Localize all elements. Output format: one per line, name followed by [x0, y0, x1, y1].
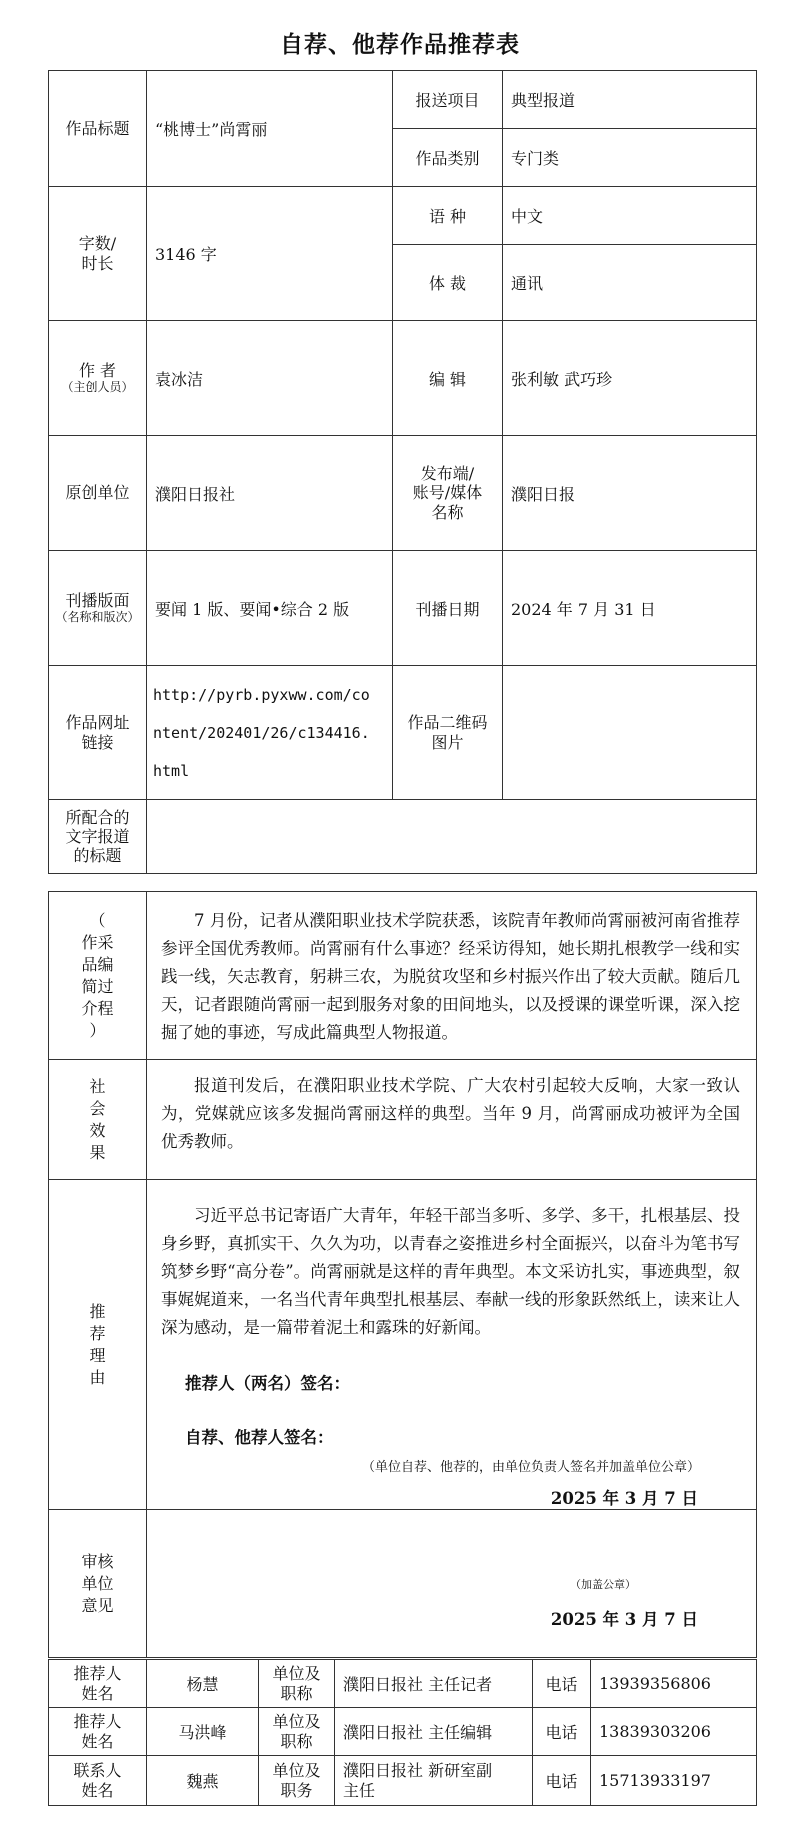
- publisher-label-line1: 发布端/: [420, 464, 475, 484]
- contact-name: 杨慧: [147, 1660, 259, 1708]
- editor-value: 张利敏 武巧珍: [503, 321, 757, 436]
- contact-role-line2: 姓名: [81, 1683, 114, 1703]
- work-title-label: 作品标题: [49, 71, 147, 187]
- contact-title-label-line2: 职称: [280, 1731, 313, 1751]
- qr-label-line2: 图片: [431, 732, 464, 752]
- narrative-table: [48, 891, 757, 1658]
- url-label-line1: 作品网址: [65, 713, 130, 733]
- unit-value: 濮阳日报社: [147, 436, 393, 551]
- words-label: [49, 187, 147, 321]
- contact-phone: 15713933197: [591, 1756, 757, 1806]
- effect-label-char: 效: [89, 1120, 106, 1140]
- sign-note: （单位自荐、他荐的，由单位负责人签名并加盖单位公章）: [361, 1460, 700, 1475]
- table-row: [49, 1756, 757, 1806]
- related-label-line2: 文字报道: [65, 826, 130, 846]
- contact-unit-title-line2: 主任: [343, 1780, 376, 1800]
- project-label: 报送项目: [393, 71, 503, 129]
- page-value: 要闻 1 版、要闻•综合 2 版: [147, 551, 393, 666]
- recommender-signature: 推荐人（两名）签名：: [185, 1374, 350, 1393]
- reason-label-char: 荐: [89, 1323, 106, 1343]
- page-label-note: （名称和版次）: [55, 610, 140, 625]
- contact-title-label-line1: 单位及: [272, 1664, 321, 1684]
- process-label-char: 品编: [81, 954, 114, 974]
- reason-text: 习近平总书记寄语广大青年，年轻干部当多听、多学、多干，扎根基层、投身乡野，真抓实干、久久为功，以青春之姿推进乡村全面振兴，以奋斗为笔书写筑梦乡野“高分卷”。尚霄丽就是这样的青年典型。本文采访扎实，事迹典型，叙事娓娓道来，一名当代青年典型扎根基层、奉献一线的形象跃然纸上，读来让人深为感动，是一篇带着泥土和露珠的好新闻。: [161, 1206, 740, 1337]
- category-label: 作品类别: [393, 129, 503, 187]
- related-label: [49, 800, 147, 874]
- process-text: 7 月份，记者从濮阳职业技术学院获悉，该院青年教师尚霄丽被河南省推荐参评全国优秀教师。尚霄丽有什么事迹？经采访得知，她长期扎根教学一线和实践一线，矢志教育，躬耕三农，为脱贫攻坚和乡村振兴作出了较大贡献。随后几天，记者跟随尚霄丽一起到服务对象的田间地头，以及授课的课堂听课，深入挖掘了她的事迹，写成此篇典型人物报道。: [147, 892, 757, 1060]
- qr-label-line1: 作品二维码: [407, 713, 488, 733]
- effect-label: [49, 1060, 147, 1180]
- self-signature: 自荐、他荐人签名：: [185, 1428, 334, 1447]
- reason-cell: [147, 1180, 757, 1510]
- related-label-line1: 所配合的: [65, 807, 130, 827]
- info-table: [48, 70, 757, 874]
- author-value: 袁冰洁: [147, 321, 393, 436]
- url-label: [49, 666, 147, 800]
- publisher-label: [393, 436, 503, 551]
- contact-phone-label: 电话: [533, 1660, 591, 1708]
- category-value: 专门类: [503, 129, 757, 187]
- contact-title-label-line2: 职称: [280, 1683, 313, 1703]
- work-title-value: “桃博士”尚霄丽: [147, 71, 393, 187]
- unit-label: 原创单位: [49, 436, 147, 551]
- review-label-line: 意见: [81, 1595, 114, 1615]
- contact-title-label-line1: 单位及: [272, 1712, 321, 1732]
- reason-label: [49, 1180, 147, 1510]
- effect-label-char: 果: [89, 1142, 106, 1162]
- contact-unit-title: [335, 1756, 533, 1806]
- contact-role-line2: 姓名: [81, 1780, 114, 1800]
- contact-role-line1: 联系人: [73, 1761, 122, 1781]
- reason-label-char: 由: [89, 1367, 106, 1387]
- url-label-line2: 链接: [81, 732, 114, 752]
- contact-phone-label: 电话: [533, 1756, 591, 1806]
- effect-text: 报道刊发后，在濮阳职业技术学院、广大农村引起较大反响，大家一致认为，党媒就应该多发掘尚霄丽这样的典型。当年 9 月，尚霄丽成功被评为全国优秀教师。: [147, 1060, 757, 1180]
- words-label-line2: 时长: [81, 253, 114, 273]
- process-label-char: 简过: [81, 976, 114, 996]
- date-label: 刊播日期: [393, 551, 503, 666]
- contact-role: [49, 1660, 147, 1708]
- table-row: [49, 1660, 757, 1708]
- contact-phone: 13839303206: [591, 1708, 757, 1756]
- effect-label-char: 会: [89, 1098, 106, 1118]
- contact-unit-title: 濮阳日报社 主任记者: [335, 1660, 533, 1708]
- process-label-char: （: [89, 910, 106, 930]
- qr-value: [503, 666, 757, 800]
- stamp-note: （加盖公章）: [570, 1578, 636, 1591]
- author-label-note: （主创人员）: [61, 380, 134, 395]
- table-row: [49, 1708, 757, 1756]
- process-label-char: ）: [89, 1020, 106, 1040]
- language-label: 语 种: [393, 187, 503, 245]
- publisher-label-line2: 账号/媒体: [412, 483, 483, 503]
- contact-name: 马洪峰: [147, 1708, 259, 1756]
- contact-title-label: [259, 1660, 335, 1708]
- review-label: [49, 1510, 147, 1658]
- contact-phone-label: 电话: [533, 1708, 591, 1756]
- reason-label-char: 理: [89, 1345, 106, 1365]
- contact-role-line1: 推荐人: [73, 1712, 122, 1732]
- url-line3: html: [153, 761, 190, 780]
- genre-value: 通讯: [503, 245, 757, 321]
- date-value: 2024 年 7 月 31 日: [503, 551, 757, 666]
- process-label-char: 作采: [81, 932, 114, 952]
- process-label: [49, 892, 147, 1060]
- language-value: 中文: [503, 187, 757, 245]
- publisher-value: 濮阳日报: [503, 436, 757, 551]
- words-value: 3146 字: [147, 187, 393, 321]
- page-label-text: 刊播版面: [65, 591, 130, 611]
- qr-label: [393, 666, 503, 800]
- process-label-char: 介程: [81, 998, 114, 1018]
- contact-title-label-line2: 职务: [280, 1780, 313, 1800]
- contact-role: [49, 1708, 147, 1756]
- related-label-line3: 的标题: [73, 846, 122, 866]
- author-label: [49, 321, 147, 436]
- url-value[interactable]: [147, 666, 393, 800]
- contact-unit-title-line1: 濮阳日报社 新研室副: [343, 1760, 493, 1780]
- review-date: 2025 年 3 月 7 日: [550, 1610, 698, 1629]
- contact-title-label: [259, 1756, 335, 1806]
- publisher-label-line3: 名称: [431, 502, 464, 522]
- contact-phone: 13939356806: [591, 1660, 757, 1708]
- contacts-table: [48, 1659, 757, 1806]
- url-line1: http://pyrb.pyxww.com/co: [153, 685, 370, 704]
- project-value: 典型报道: [503, 71, 757, 129]
- contact-name: 魏燕: [147, 1756, 259, 1806]
- author-label-text: 作 者: [78, 361, 117, 381]
- url-line2: ntent/202401/26/c134416.: [153, 723, 370, 742]
- contact-role-line1: 推荐人: [73, 1664, 122, 1684]
- reason-date: 2025 年 3 月 7 日: [550, 1489, 698, 1508]
- contact-role: [49, 1756, 147, 1806]
- reason-label-char: 推: [89, 1301, 106, 1321]
- contact-role-line2: 姓名: [81, 1731, 114, 1751]
- contact-unit-title: 濮阳日报社 主任编辑: [335, 1708, 533, 1756]
- contact-title-label-line1: 单位及: [272, 1761, 321, 1781]
- review-label-line: 单位: [81, 1573, 114, 1593]
- review-label-line: 审核: [81, 1551, 114, 1571]
- page-label: [49, 551, 147, 666]
- genre-label: 体 裁: [393, 245, 503, 321]
- editor-label: 编 辑: [393, 321, 503, 436]
- related-value: [147, 800, 757, 874]
- contact-title-label: [259, 1708, 335, 1756]
- effect-label-char: 社: [89, 1076, 106, 1096]
- page-title: 自荐、他荐作品推荐表: [280, 31, 520, 58]
- words-label-line1: 字数/: [78, 234, 117, 254]
- review-cell: [147, 1510, 757, 1658]
